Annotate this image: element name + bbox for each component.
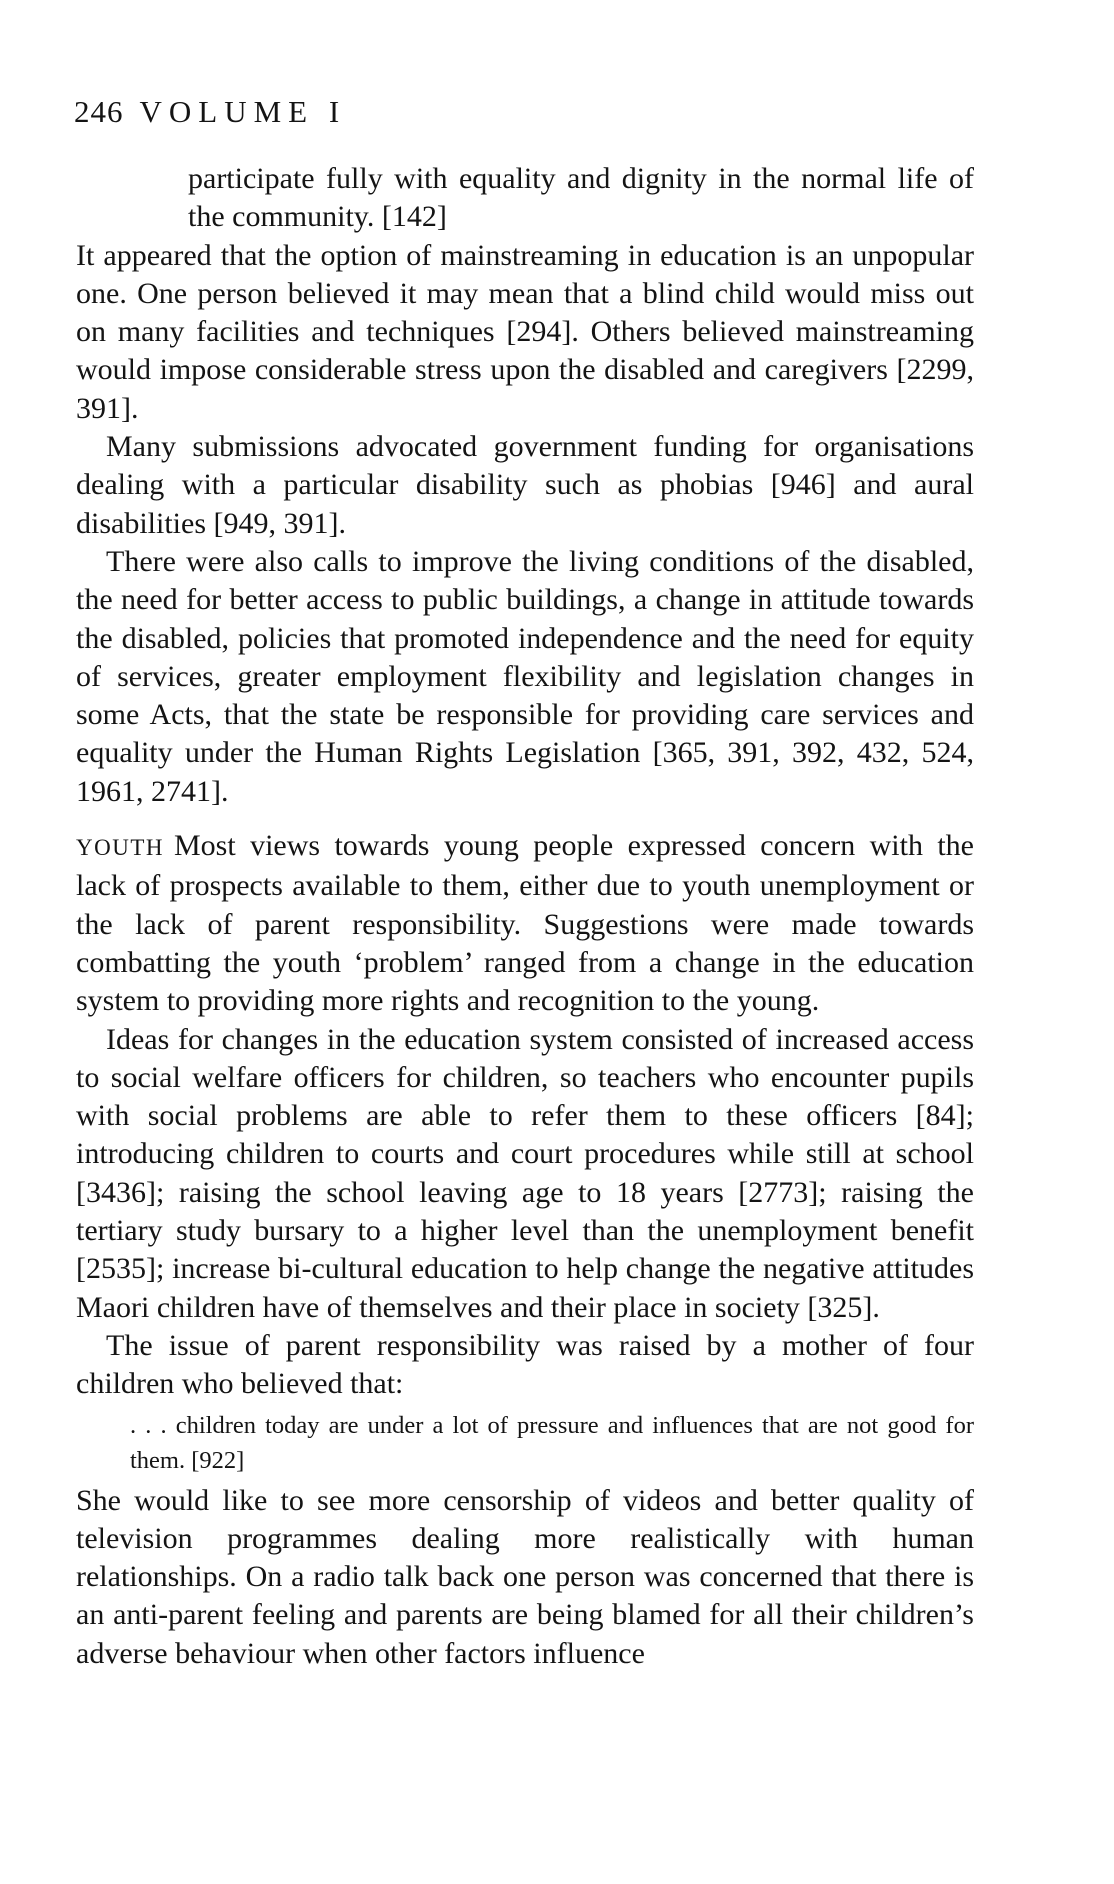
block-quote: . . . children today are under a lot of pressure and influences that are not good for them. [922] <box>130 1411 974 1474</box>
volume-label: VOLUME I <box>139 94 347 129</box>
running-header <box>74 92 346 132</box>
body-text <box>76 160 974 1673</box>
paragraph: The issue of parent responsibility was raised by a mother of four children who believed that: <box>76 1328 974 1401</box>
paragraph: She would like to see more censorship of videos and better quality of television programmes dealing more realistically with human relationships. On a radio talk back one person was concerned that there is an anti-parent feeling and parents are being blamed for all their children’s adverse behaviour when other factors influence <box>76 1483 974 1670</box>
paragraph: Many submissions advocated government funding for organisations dealing with a particular disability such as phobias [946] and aural disabilities [949, 391]. <box>76 430 974 540</box>
block-quote: participate fully with equality and dignity in the normal life of the community. [142] <box>188 162 974 234</box>
paragraph-text: Most views towards young people expressed concern with the lack of prospects available to them, either due to youth unemployment or the lack of parent responsibility. Suggestions were made towards combatting the youth ‘problem’ ranged from a change in the education system to providing more rights and recognition to the young. <box>76 829 974 1018</box>
paragraph: There were also calls to improve the living conditions of the disabled, the need for better access to public buildings, a change in attitude towards the disabled, policies that promoted independence and the need for equity of services, greater employment flexibility and legislation changes in some Acts, that the state be responsible for providing care services and equality under the Human Rights Legislation [365, 391, 392, 432, 524, 1961, 2741]. <box>76 544 974 808</box>
page-number: 246 <box>74 94 124 129</box>
paragraph-youth <box>76 827 974 1020</box>
section-heading-youth: YOUTH <box>76 835 164 861</box>
paragraph: It appeared that the option of mainstreaming in education is an unpopular one. One person believed it may mean that a blind child would miss out on many facilities and techniques [294]. Others believed mainstreaming would impose considerable stress upon the disabled and caregivers [2299, 391]. <box>76 238 974 425</box>
paragraph: Ideas for changes in the education system consisted of increased access to social welfare officers for children, so teachers who encounter pupils with social problems are able to refer them to these officers [84]; introducing children to courts and court procedures while still at school [3436]; raising the school leaving age to 18 years [2773]; raising the tertiary study bursary to a higher level than the unemployment benefit [2535]; increase bi-cultural education to help change the negative attitudes Maori children have of themselves and their place in society [325]. <box>76 1022 974 1324</box>
